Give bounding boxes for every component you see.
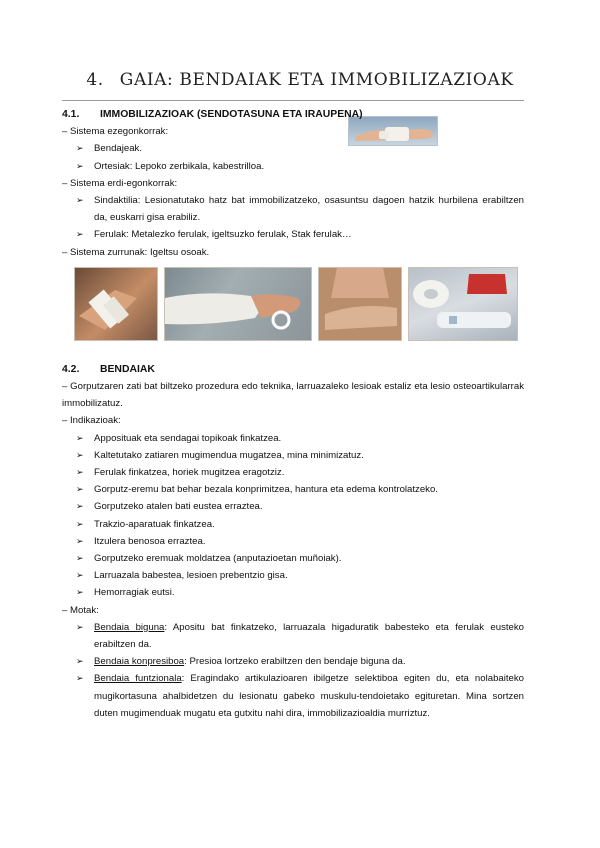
term: Bendaia funtzionala [94, 673, 182, 685]
cast-arm-photo [164, 267, 312, 341]
arrow-bullet-icon: ➢ [76, 570, 84, 581]
photo-strip [62, 267, 524, 345]
rigid-systems-label: – Sistema zurrunak: Igeltsu osoak. [62, 246, 210, 258]
list-item: ➢ Bendaia konpresiboa: Presioa lortzeko erabiltzen den bendaje biguna da. [62, 653, 524, 670]
bandage-definition: – Gorputzaren zati bat biltzeko prozedura edo teknika, larruazaleko lesioak estaliz eta lesio osteoartikularrak immobilizatuz. [62, 381, 524, 410]
arrow-bullet-icon: ➢ [76, 160, 84, 171]
arm-sling-photo [318, 267, 402, 341]
arrow-bullet-icon: ➢ [76, 518, 84, 529]
section-heading-immobilizations [62, 106, 524, 123]
list-item: ➢ Bendaia funtzionala: Eragindako artikulazioaren ibilgetze selektiboa egiten du, eta nolabaiteko mugikortasuna ahalbidetzen du lesionatu gabeko muskulu-tendoietako egituretan. Mina sortzen duten mugimenduak mugatu eta gutxitu nahi dira, immobilizazioaldia murriztuz. [62, 670, 524, 722]
arrow-bullet-icon: ➢ [76, 229, 84, 240]
section-number: 4.1. [62, 109, 80, 120]
title-rule [62, 100, 524, 101]
list-item: ➢ Gorputzeko atalen bati eustea erraztea. [62, 498, 524, 515]
section-title: IMMOBILIZAZIOAK (SENDOTASUNA ETA IRAUPENA) [100, 109, 363, 120]
term: Bendaia konpresiboa [94, 656, 185, 668]
bandaged-hand-photo [74, 267, 158, 341]
list-item: ➢ Ortesiak: Lepoko zerbikala, kabestrilloa. [62, 158, 524, 175]
arrow-bullet-icon: ➢ [76, 673, 84, 684]
list-item: ➢ Sindaktilia: Lesionatutako hatz bat immobilizatzeko, osasuntsu dagoen hatzik hurbilena erabiltzen da, euskarri gisa erabiliz. [62, 192, 524, 226]
arrow-bullet-icon: ➢ [76, 484, 84, 495]
types-label: – Motak: [62, 604, 99, 616]
arrow-bullet-icon: ➢ [76, 553, 84, 564]
list-item: ➢ Apposituak eta sendagai topikoak finkatzea. [62, 430, 524, 447]
chapter-title-text: GAIA: BENDAIAK ETA IMMOBILIZAZIOAK [119, 70, 514, 90]
arrow-bullet-icon: ➢ [76, 432, 84, 443]
indications-label: – Indikazioak: [62, 415, 121, 427]
arrow-bullet-icon: ➢ [76, 467, 84, 478]
chapter-title [60, 70, 540, 90]
semi-stable-systems-label: – Sistema erdi-egonkorrak: [62, 177, 178, 189]
arrow-bullet-icon: ➢ [76, 587, 84, 598]
list-item: ➢ Bendaia biguna: Apositu bat finkatzeko, larruazala higaduratik babesteko eta ferulak eusteko erabiltzen da. [62, 619, 524, 653]
list-item: ➢ Trakzio-aparatuak finkatzea. [62, 516, 524, 533]
list-item: ➢ Itzulera benosoa erraztea. [62, 533, 524, 550]
list-item: ➢ Gorputzeko eremuak moldatzea (anputazioetan muñoiak). [62, 550, 524, 567]
arrow-bullet-icon: ➢ [76, 501, 84, 512]
chapter-number: 4. [86, 70, 104, 90]
arrow-bullet-icon: ➢ [76, 656, 84, 667]
term: Bendaia biguna [94, 621, 165, 633]
unstable-systems-label: – Sistema ezegonkorrak: [62, 126, 169, 138]
list-item: ➢ Larruazala babestea, lesioen prebentzio gisa. [62, 567, 524, 584]
arrow-bullet-icon: ➢ [76, 449, 84, 460]
arrow-bullet-icon: ➢ [76, 195, 84, 206]
list-item: ➢ Hemorragiak eutsi. [62, 584, 524, 601]
splints-equipment-photo [408, 267, 518, 341]
list-item: ➢ Kaltetutako zatiaren mugimendua mugatzea, mina minimizatuz. [62, 447, 524, 464]
document-body [62, 106, 524, 722]
section-number: 4.2. [62, 363, 80, 375]
arrow-bullet-icon: ➢ [76, 621, 84, 632]
section-heading-bandages [62, 361, 524, 378]
list-item: ➢ Ferulak: Metalezko ferulak, igeltsuzko ferulak, Stak ferulak… [62, 226, 424, 243]
list-item: ➢ Ferulak finkatzea, horiek mugitzea eragotziz. [62, 464, 524, 481]
arrow-bullet-icon: ➢ [76, 535, 84, 546]
section-title: BENDAIAK [100, 363, 155, 375]
arrow-bullet-icon: ➢ [76, 143, 84, 154]
list-item: ➢ Bendajeak. [62, 140, 524, 157]
list-item: ➢ Gorputz-eremu bat behar bezala konprimitzea, hantura eta edema kontrolatzeko. [62, 481, 524, 498]
